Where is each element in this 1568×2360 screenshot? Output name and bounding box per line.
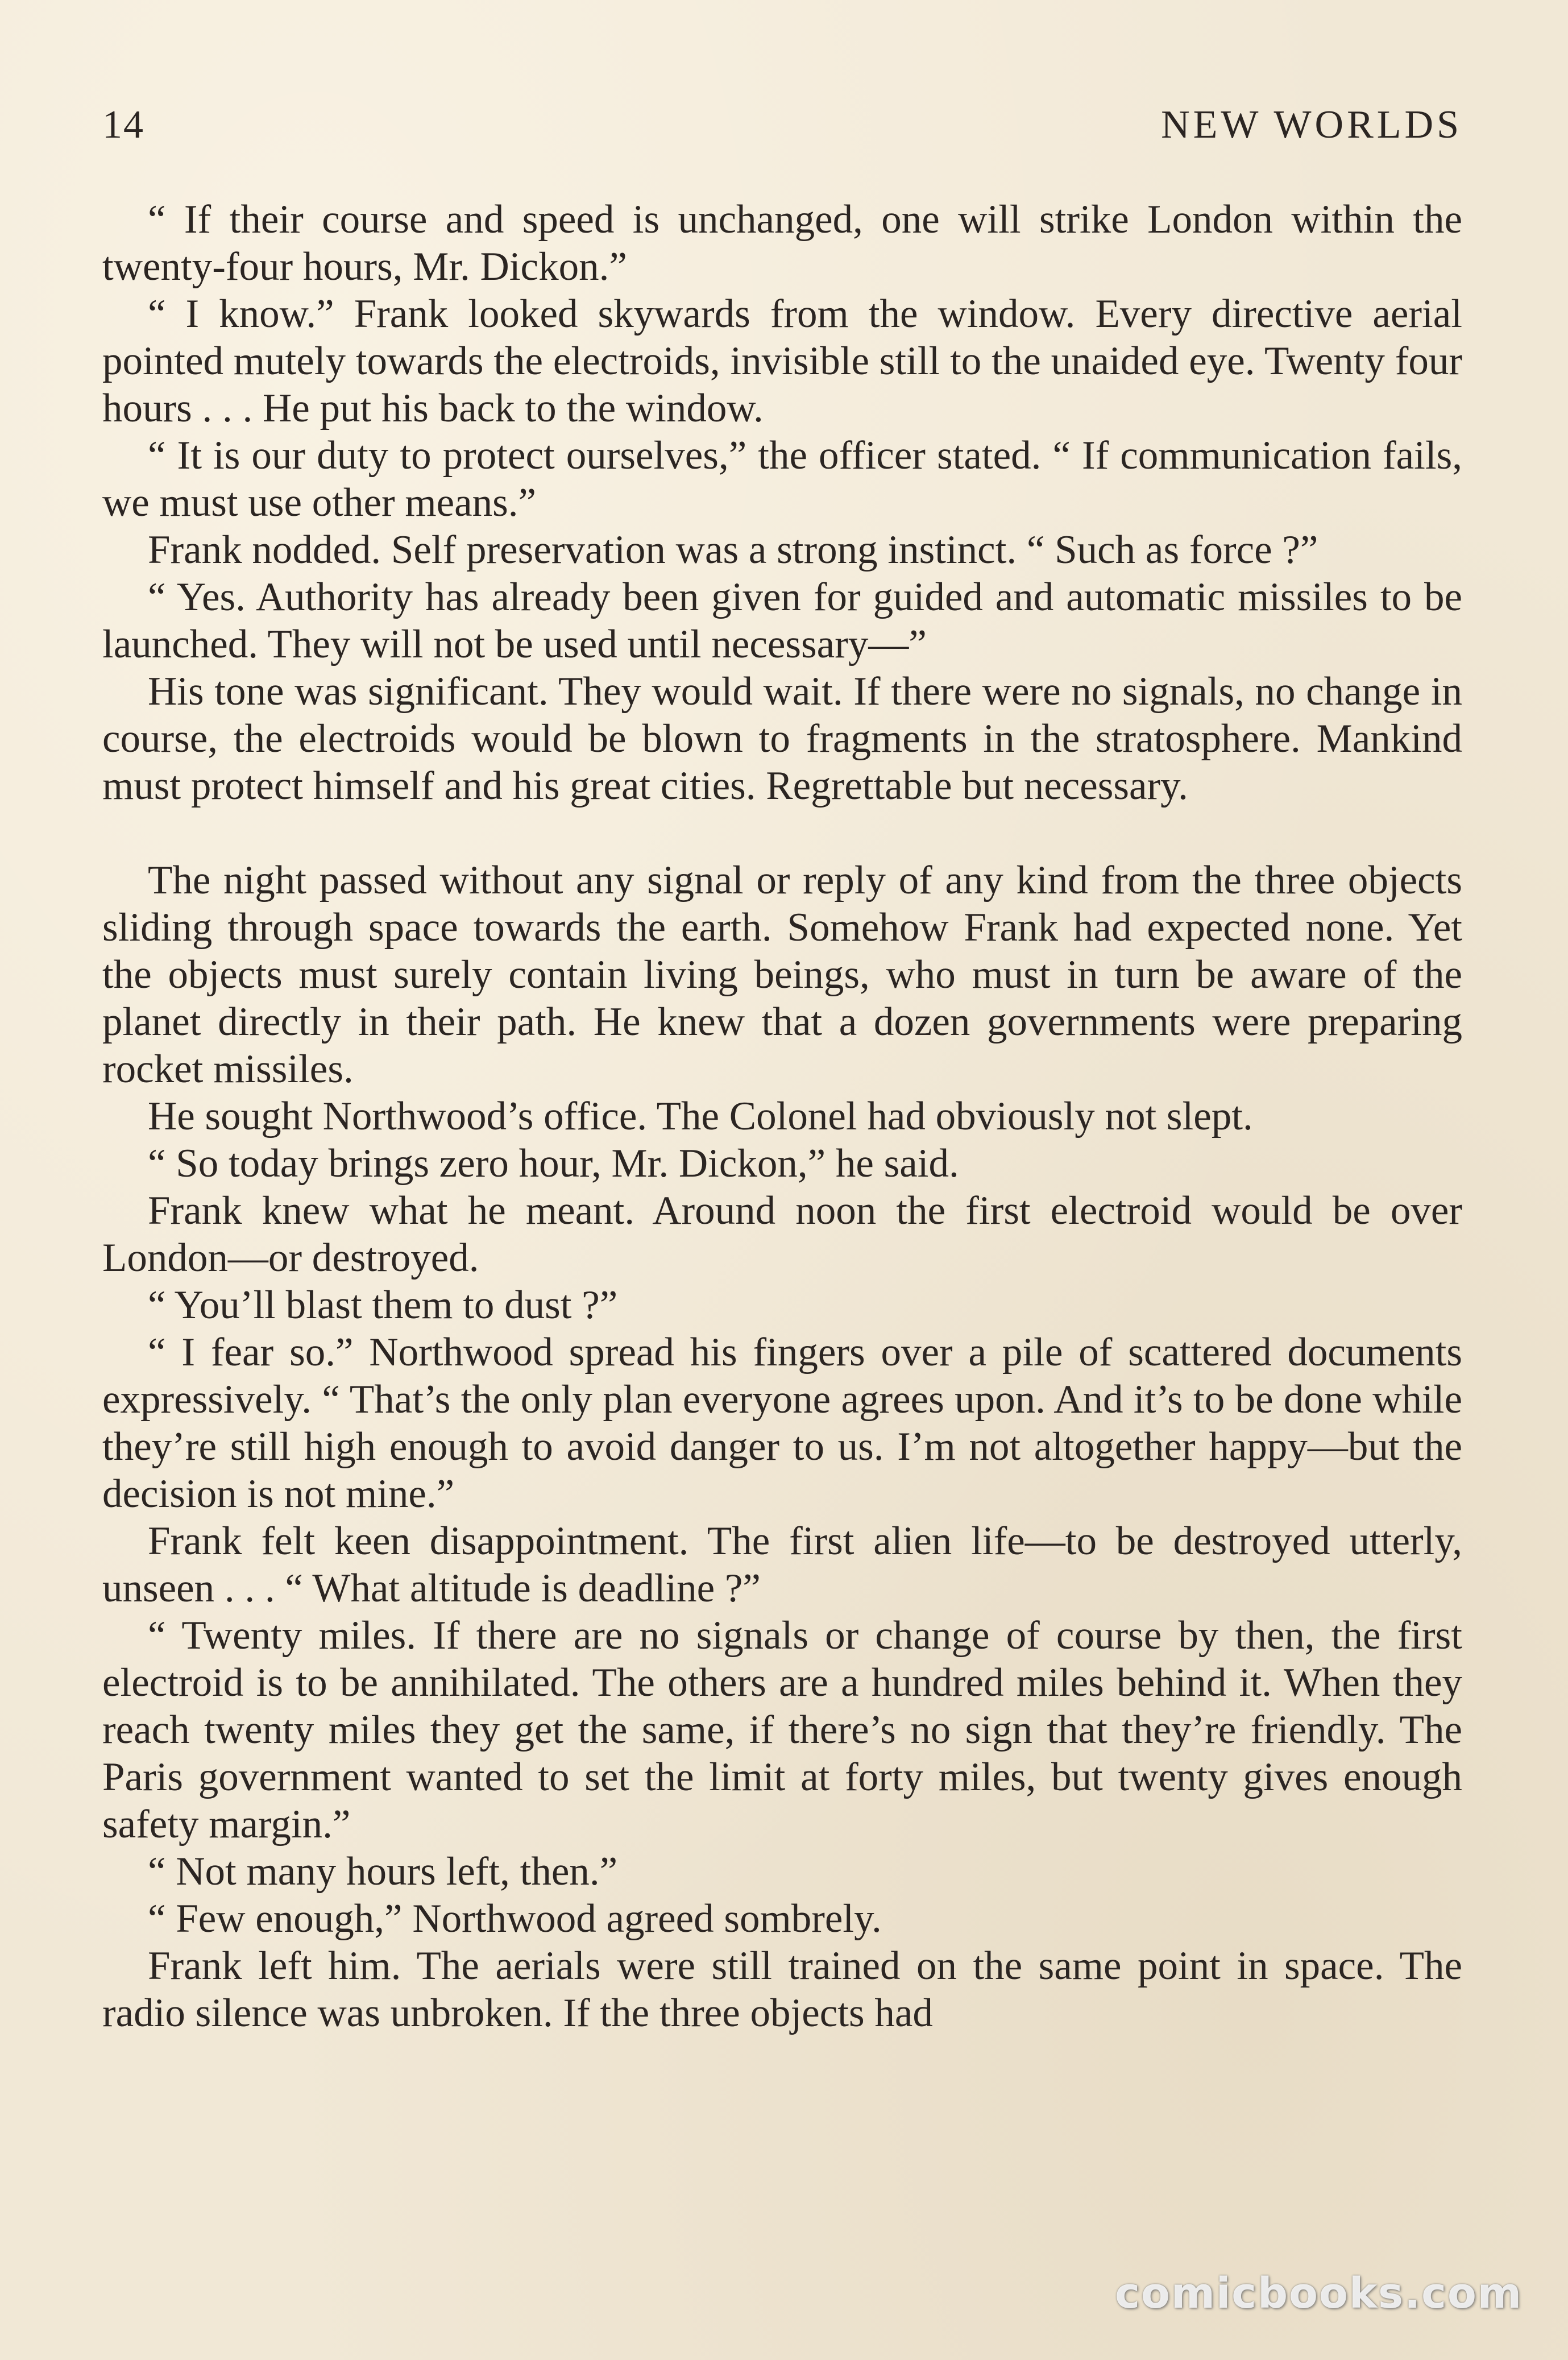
paragraph: “ Few enough,” Northwood agreed sombrely.	[148, 1897, 882, 1941]
running-title: NEW WORLDS	[1161, 103, 1462, 147]
paragraph: “ I know.” Frank looked skywards from the window. Every directive aerial pointed mutely towards the electroids, invisible still to the unaided eye. Twenty four hours . . . He put his back to the window.	[102, 292, 1462, 430]
paragraph: Frank knew what he meant. Around noon the first electroid would be over London—or destroyed.	[102, 1189, 1462, 1280]
paragraph: He sought Northwood’s office. The Colonel had obviously not slept.	[148, 1094, 1253, 1138]
paragraph: “ If their course and speed is unchanged, one will strike London within the twenty-four hours, Mr. Dickon.”	[102, 197, 1462, 289]
watermark-logo: comicbooks.com	[1115, 2269, 1523, 2318]
paragraph: “ I fear so.” Northwood spread his fingers over a pile of scattered documents expressively. “ That’s the only plan everyone agrees upon. And it’s to be done while they’re still high enough to avoid danger to us. I’m not altogether happy—but the decision is not mine.”	[102, 1330, 1462, 1516]
paragraph: “ You’ll blast them to dust ?”	[148, 1283, 618, 1327]
paragraph: “ So today brings zero hour, Mr. Dickon,” he said.	[148, 1141, 959, 1186]
paragraph: “ It is our duty to protect ourselves,” the officer stated. “ If communication fails, we must use other means.”	[102, 433, 1462, 525]
paragraph: Frank nodded. Self preservation was a strong instinct. “ Such as force ?”	[148, 528, 1318, 572]
story-text	[102, 196, 1462, 2037]
paragraph: The night passed without any signal or reply of any kind from the three objects sliding through space towards the earth. Somehow Frank had expected none. Yet the objects must surely contain living beings, who must in turn be aware of the planet directly in their path. He knew that a dozen governments were preparing rocket missiles.	[102, 858, 1462, 1091]
paragraph: “ Twenty miles. If there are no signals or change of course by then, the first electroid is to be annihilated. The others are a hundred miles behind it. When they reach twenty miles they get the same, if there’s no sign that they’re friendly. The Paris government wanted to set the limit at forty miles, but twenty gives enough safety margin.”	[102, 1613, 1462, 1846]
paragraph: Frank felt keen disappointment. The first alien life—to be destroyed utterly, unseen . . . “ What altitude is deadline ?”	[102, 1519, 1462, 1610]
paragraph: “ Not many hours left, then.”	[148, 1849, 618, 1894]
section-break	[102, 810, 1462, 857]
paragraph: His tone was significant. They would wait. If there were no signals, no change in course, the electroids would be blown to fragments in the stratosphere. Mankind must protect himself and his great cities. Regrettable but necessary.	[102, 669, 1462, 808]
paragraph: Frank left him. The aerials were still trained on the same point in space. The radio silence was unbroken. If the three objects had	[102, 1944, 1462, 2035]
paragraph: “ Yes. Authority has already been given for guided and automatic missiles to be launched. They will not be used until necessary—”	[102, 575, 1462, 666]
page-number: 14	[102, 103, 144, 147]
